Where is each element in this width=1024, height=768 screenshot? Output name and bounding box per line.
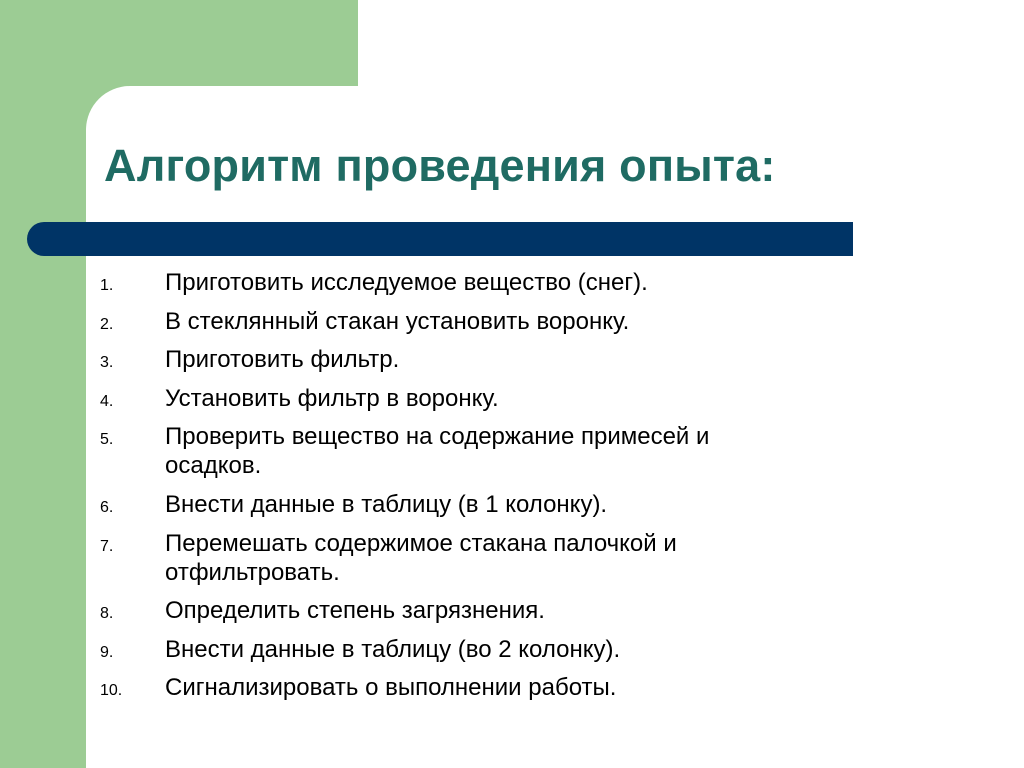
step-number: 6. (100, 498, 114, 516)
step-text: Сигнализировать о выполнении работы. (165, 674, 617, 702)
list-item (100, 307, 980, 336)
step-number: 2. (100, 315, 114, 333)
step-number: 8. (100, 605, 114, 623)
step-number: 9. (100, 643, 114, 661)
list-item (100, 268, 980, 297)
list-item (100, 345, 980, 374)
step-text: Внести данные в таблицу (в 1 колонку). (165, 490, 608, 518)
list-item (100, 384, 980, 413)
step-text: Внести данные в таблицу (во 2 колонку). (165, 635, 621, 663)
step-text: Приготовить исследуемое вещество (снег). (165, 269, 648, 296)
step-number: 5. (100, 431, 114, 449)
step-text: В стеклянный стакан установить воронку. (165, 307, 630, 335)
step-number: 10. (100, 682, 123, 700)
slide-title: Алгоритм проведения опыта: (104, 140, 776, 191)
step-number: 3. (100, 354, 114, 372)
step-text: Установить фильтр в воронку. (165, 384, 499, 412)
step-text: Определить степень загрязнения. (165, 597, 545, 625)
steps-list (100, 268, 980, 712)
step-number: 4. (100, 392, 114, 410)
list-item (100, 422, 980, 480)
list-item (100, 529, 980, 587)
list-item (100, 673, 980, 702)
step-text: Приготовить фильтр. (165, 346, 400, 374)
step-text: Проверить вещество на содержание примесей и осадков. (165, 423, 710, 480)
list-item (100, 596, 980, 625)
step-number: 7. (100, 537, 114, 555)
list-item (100, 490, 980, 519)
list-item (100, 635, 980, 664)
title-underline-bar (27, 222, 853, 256)
step-text: Перемешать содержимое стакана палочкой и отфильтровать. (165, 529, 677, 586)
step-number: 1. (100, 277, 114, 294)
